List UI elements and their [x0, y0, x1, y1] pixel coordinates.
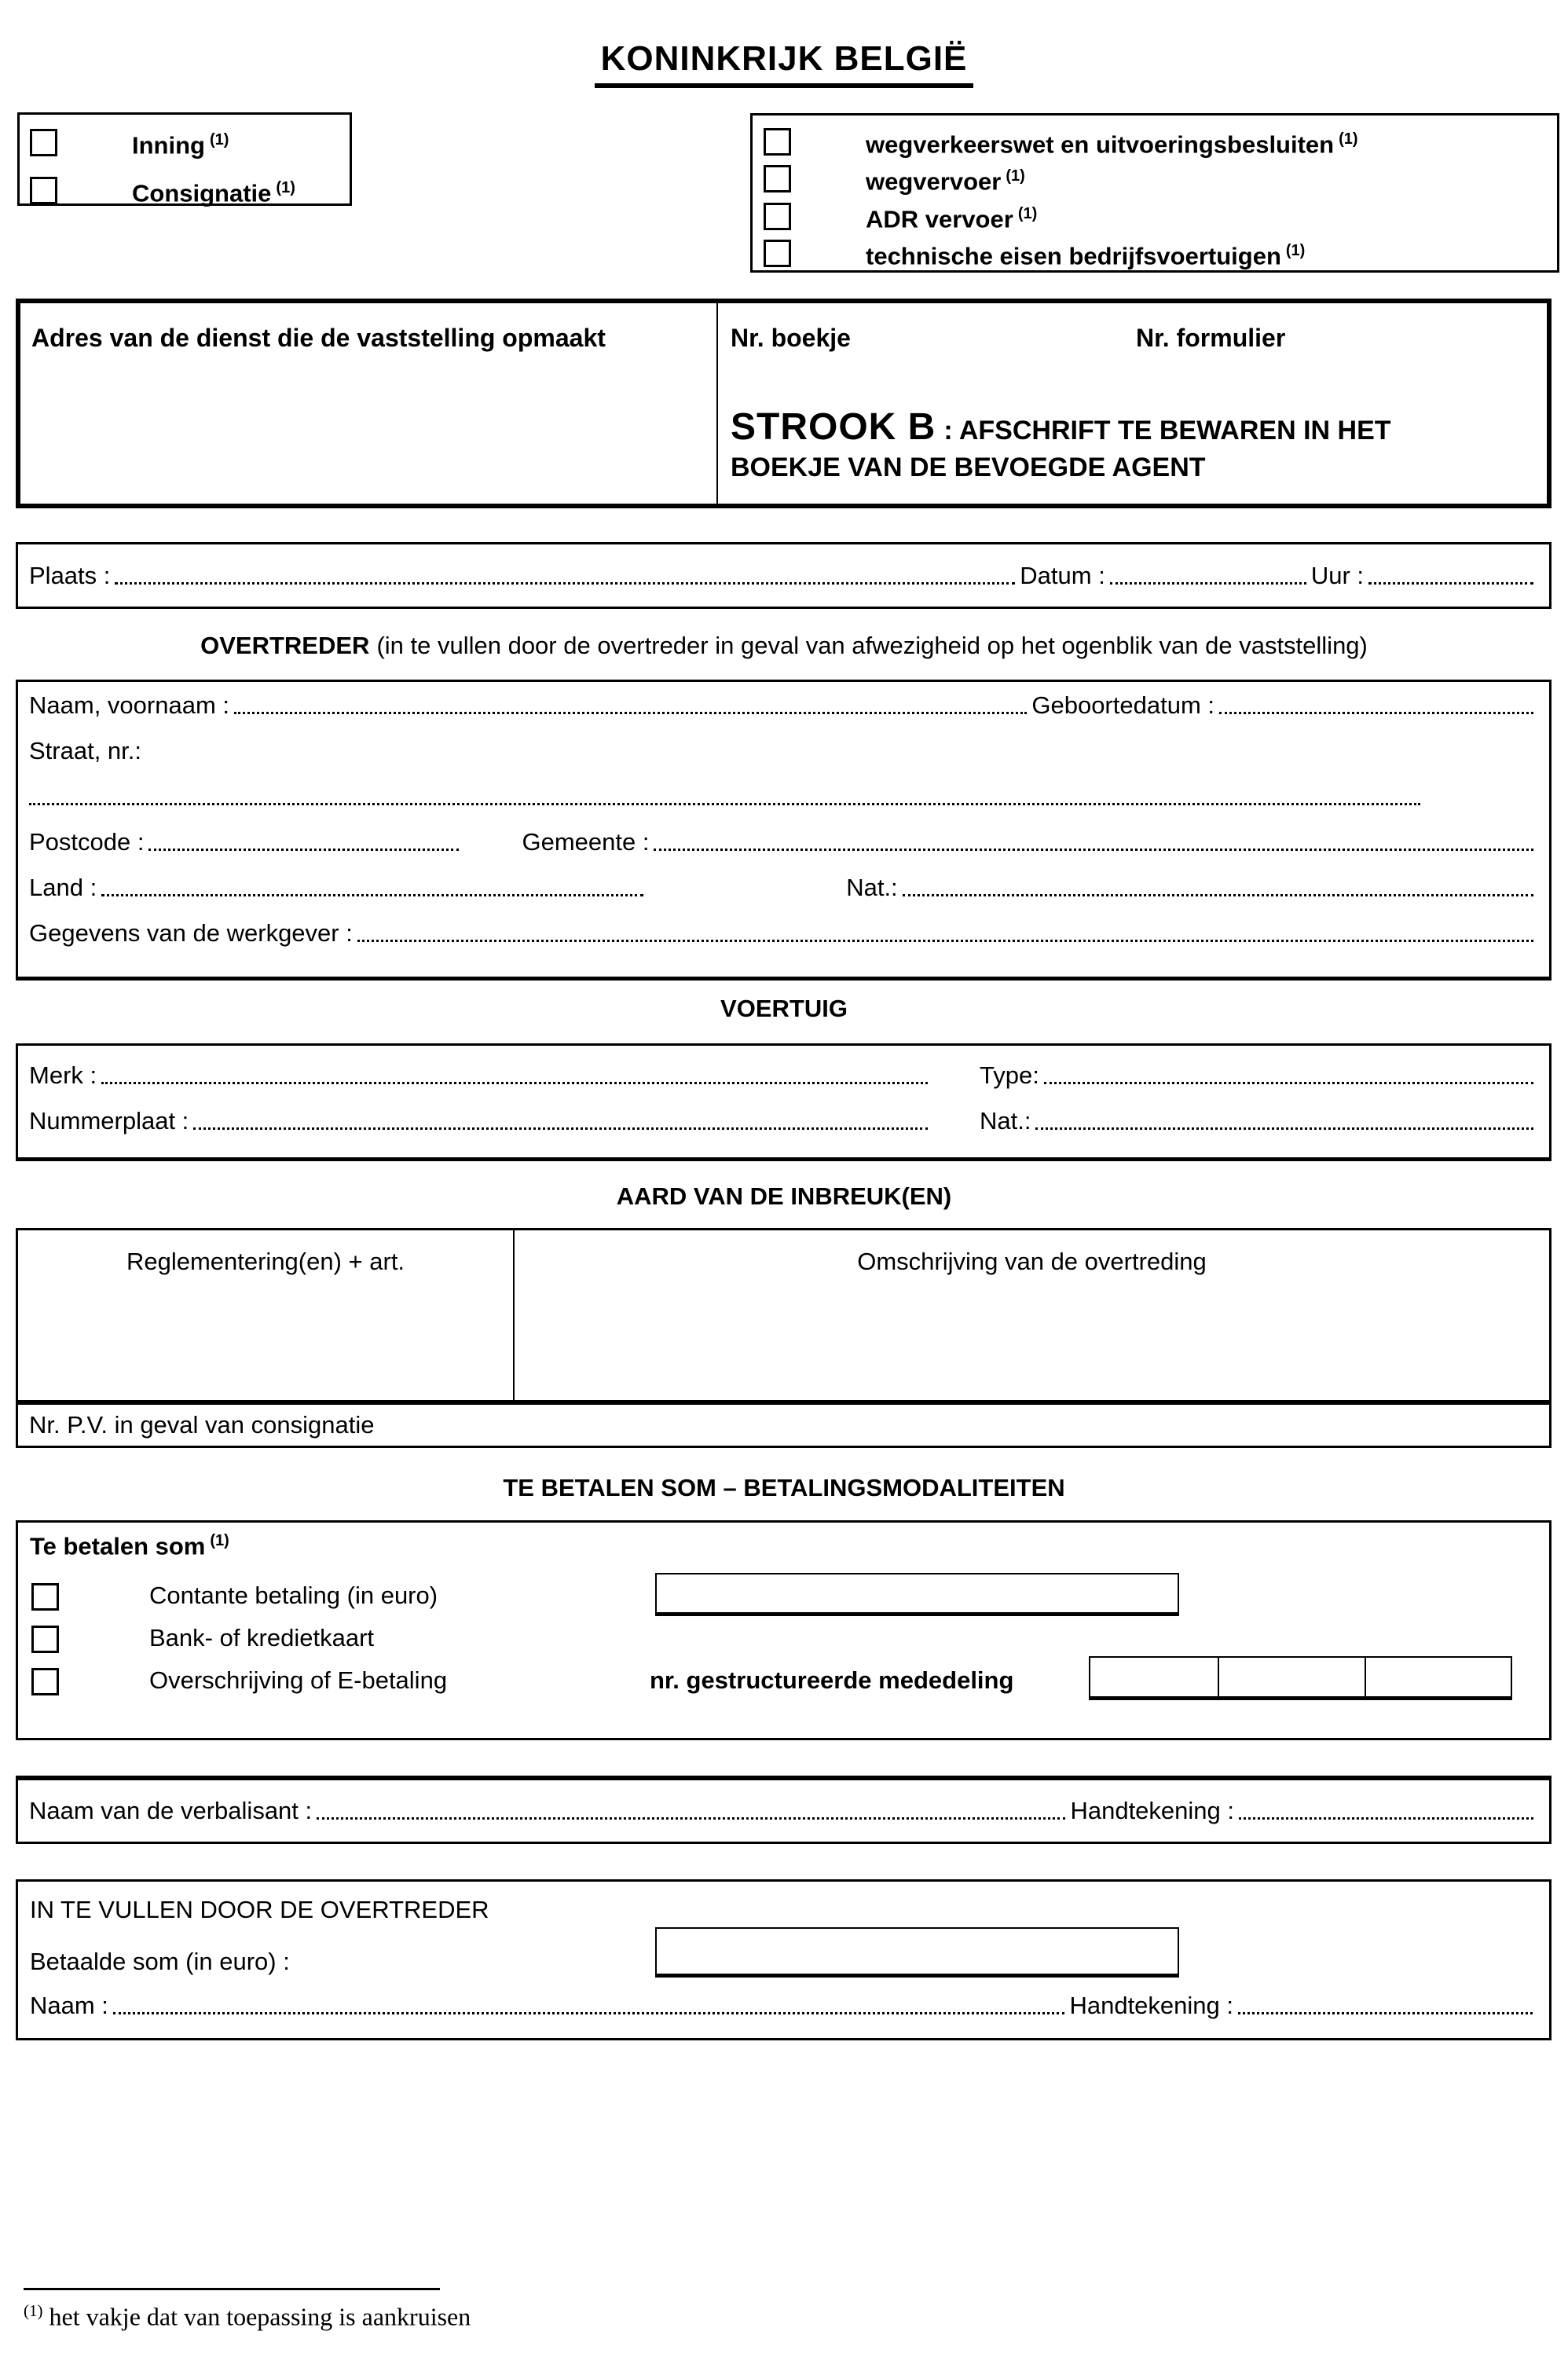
footnote-marker: (1) — [24, 2301, 43, 2320]
wegvervoer-checkbox[interactable] — [764, 165, 791, 192]
place-field[interactable] — [115, 582, 1015, 585]
offender-name-row — [29, 682, 1538, 721]
country-field[interactable] — [101, 894, 643, 896]
municipality-field[interactable] — [654, 849, 1533, 851]
structured-cell-1[interactable] — [1090, 1658, 1219, 1696]
sum-to-pay-footnote-ref: (1) — [210, 1532, 229, 1549]
booklet-number-label: Nr. boekje — [731, 324, 851, 352]
brand-cell — [29, 1060, 932, 1091]
plate-label: Nummerplaat : — [29, 1107, 189, 1135]
service-address-cell — [20, 303, 718, 504]
postcode-field[interactable] — [148, 849, 459, 851]
sum-to-pay-label-wrap — [30, 1532, 229, 1560]
officer-signature-field[interactable] — [1239, 1817, 1533, 1820]
sum-to-pay-label: Te betalen som — [30, 1532, 206, 1560]
payment-section-heading — [0, 1474, 1568, 1502]
offender-name-label: Naam, voornaam : — [29, 691, 229, 719]
wegverkeerswet-label: wegverkeerswet en uitvoeringsbesluiten — [866, 130, 1335, 159]
location-box — [16, 542, 1552, 609]
page-title: KONINKRIJK BELGIË — [595, 39, 974, 88]
postcode-label: Postcode : — [29, 828, 145, 856]
card-payment-label: Bank- of kredietkaart — [149, 1624, 375, 1651]
consignatie-checkbox[interactable] — [30, 177, 57, 204]
offender-nationality-label: Nat.: — [846, 874, 898, 901]
street-row — [29, 721, 1538, 767]
inning-label: Inning — [132, 131, 205, 159]
footnote-rule — [24, 2288, 440, 2290]
structured-communication-label: nr. gestructureerde mededeling — [650, 1666, 1014, 1694]
offence-table — [16, 1228, 1552, 1448]
street-field[interactable] — [29, 803, 1420, 805]
strook-b-subtitle-2: BOEKJE VAN DE BEVOEGDE AGENT — [731, 452, 1206, 482]
offender-heading-note: (in te vullen door de overtreder in geval van afwezigheid op het ogenblik van de vaststelling) — [376, 632, 1368, 659]
birthdate-field[interactable] — [1219, 712, 1533, 714]
booklet-cell — [718, 303, 1547, 504]
page-header — [0, 39, 1568, 88]
vehicle-heading-title: VOERTUIG — [720, 995, 848, 1022]
description-column — [515, 1230, 1549, 1400]
technische-eisen-footnote-ref: (1) — [1285, 241, 1306, 259]
hour-label: Uur : — [1310, 561, 1364, 589]
payment-heading-title: TE BETALEN SOM – BETALINGSMODALITEITEN — [503, 1474, 1065, 1501]
cash-payment-label: Contante betaling (in euro) — [149, 1582, 438, 1609]
regulation-column — [18, 1230, 515, 1400]
officer-box — [16, 1776, 1552, 1844]
plate-field[interactable] — [193, 1127, 928, 1130]
technische-eisen-checkbox[interactable] — [764, 240, 791, 267]
officer-name-label: Naam van de verbalisant : — [29, 1797, 313, 1824]
inning-footnote-ref: (1) — [209, 131, 229, 148]
inning-row — [30, 124, 350, 161]
paid-sum-input-box[interactable] — [655, 1927, 1179, 1978]
municipality-label: Gemeente : — [522, 828, 650, 856]
pv-number-row — [18, 1400, 1549, 1446]
adr-vervoer-footnote-ref: (1) — [1017, 204, 1038, 222]
amount-input-box[interactable] — [655, 1573, 1179, 1616]
strook-b-subtitle-1: : AFSCHRIFT TE BEWAREN IN HET — [943, 416, 1391, 445]
consignatie-row — [30, 172, 350, 209]
place-label: Plaats : — [29, 561, 111, 589]
type-cell — [980, 1060, 1538, 1091]
offender-nationality-field[interactable] — [903, 894, 1533, 896]
vehicle-nationality-label: Nat.: — [980, 1107, 1031, 1135]
strook-title-block — [731, 405, 1536, 483]
offender-section-heading — [0, 632, 1568, 660]
booklet-numbers-row — [731, 324, 1536, 353]
regulation-column-header: Reglementering(en) + art. — [126, 1248, 405, 1275]
wegvervoer-row — [764, 160, 1557, 197]
country-label: Land : — [29, 874, 97, 901]
cash-payment-checkbox[interactable] — [31, 1583, 59, 1611]
wegverkeerswet-footnote-ref: (1) — [1339, 130, 1358, 148]
officer-line — [29, 1795, 1538, 1827]
officer-name-field[interactable] — [317, 1817, 1065, 1820]
birthdate-label: Geboortedatum : — [1031, 691, 1214, 719]
consignatie-footnote-ref: (1) — [276, 179, 295, 197]
location-line — [29, 560, 1538, 592]
wegverkeerswet-checkbox[interactable] — [764, 128, 791, 156]
offender-box — [16, 680, 1552, 981]
offender-fill-name-field[interactable] — [113, 2012, 1065, 2014]
offender-fill-box — [16, 1879, 1552, 2040]
officer-signature-label: Handtekening : — [1070, 1797, 1234, 1824]
adr-vervoer-label: ADR vervoer — [866, 204, 1013, 233]
employer-row — [29, 904, 1538, 949]
offender-heading-title: OVERTREDER — [200, 632, 370, 659]
date-label: Datum : — [1020, 561, 1105, 589]
paid-sum-label: Betaalde som (in euro) : — [30, 1948, 290, 1975]
structured-cell-3[interactable] — [1366, 1658, 1511, 1696]
service-box — [16, 299, 1552, 508]
wegverkeerswet-row — [764, 123, 1557, 160]
payment-box — [16, 1520, 1552, 1740]
date-field[interactable] — [1110, 582, 1306, 585]
inning-checkbox[interactable] — [30, 129, 57, 156]
plate-nat-row — [29, 1091, 1538, 1137]
employer-field[interactable] — [357, 940, 1533, 942]
consignatie-label: Consignatie — [132, 179, 272, 207]
offender-fill-name-label: Naam : — [30, 1992, 108, 2019]
brand-label: Merk : — [29, 1061, 97, 1089]
technische-eisen-label: technische eisen bedrijfsvoertuigen — [866, 242, 1281, 270]
type-field[interactable] — [1044, 1082, 1533, 1084]
technische-eisen-row — [764, 235, 1557, 272]
adr-vervoer-checkbox[interactable] — [764, 203, 791, 230]
regulation-type-group — [750, 113, 1559, 273]
service-address-label: Adres van de dienst die de vaststelling opmaakt — [31, 324, 606, 352]
street-continuation-row — [29, 767, 1538, 812]
transfer-payment-checkbox[interactable] — [31, 1668, 59, 1695]
footnote-text: het vakje dat van toepassing is aankruisen — [49, 2302, 471, 2331]
collection-type-group — [17, 112, 352, 206]
employer-label: Gegevens van de werkgever : — [29, 919, 353, 947]
postcode-row — [29, 812, 1538, 858]
offender-fill-signature-field[interactable] — [1238, 2012, 1533, 2014]
offender-fill-heading: IN TE VULLEN DOOR DE OVERTREDER — [30, 1896, 489, 1923]
strook-b-title: STROOK B — [731, 406, 936, 448]
footnote — [24, 2288, 1123, 2332]
offender-fill-name-row — [30, 1990, 1537, 2022]
brand-type-row — [29, 1046, 1538, 1091]
country-row — [29, 858, 1538, 904]
pv-number-label: Nr. P.V. in geval van consignatie — [29, 1411, 375, 1439]
street-label: Straat, nr.: — [29, 737, 142, 764]
offender-fill-signature-label: Handtekening : — [1069, 1992, 1233, 2019]
description-column-header: Omschrijving van de overtreding — [857, 1248, 1207, 1275]
vehicle-nationality-field[interactable] — [1035, 1127, 1533, 1130]
adr-vervoer-row — [764, 198, 1557, 235]
hour-field[interactable] — [1368, 582, 1533, 585]
wegvervoer-footnote-ref: (1) — [1006, 167, 1025, 185]
structured-communication-box — [1089, 1656, 1512, 1700]
vehicle-section-heading — [0, 995, 1568, 1023]
offence-table-main — [18, 1230, 1549, 1400]
brand-field[interactable] — [101, 1082, 928, 1084]
transfer-payment-label: Overschrijving of E-betaling — [149, 1666, 448, 1694]
vehicle-box — [16, 1043, 1552, 1161]
vehicle-nat-cell — [980, 1105, 1538, 1137]
form-number-label: Nr. formulier — [1136, 324, 1286, 352]
offence-section-heading — [0, 1182, 1568, 1211]
structured-cell-2[interactable] — [1219, 1658, 1366, 1696]
offence-heading-title: AARD VAN DE INBREUK(EN) — [616, 1182, 952, 1210]
wegvervoer-label: wegvervoer — [866, 167, 1002, 196]
offender-name-field[interactable] — [234, 712, 1027, 714]
plate-cell — [29, 1105, 932, 1137]
card-payment-checkbox[interactable] — [31, 1626, 59, 1653]
type-label: Type: — [980, 1061, 1039, 1089]
